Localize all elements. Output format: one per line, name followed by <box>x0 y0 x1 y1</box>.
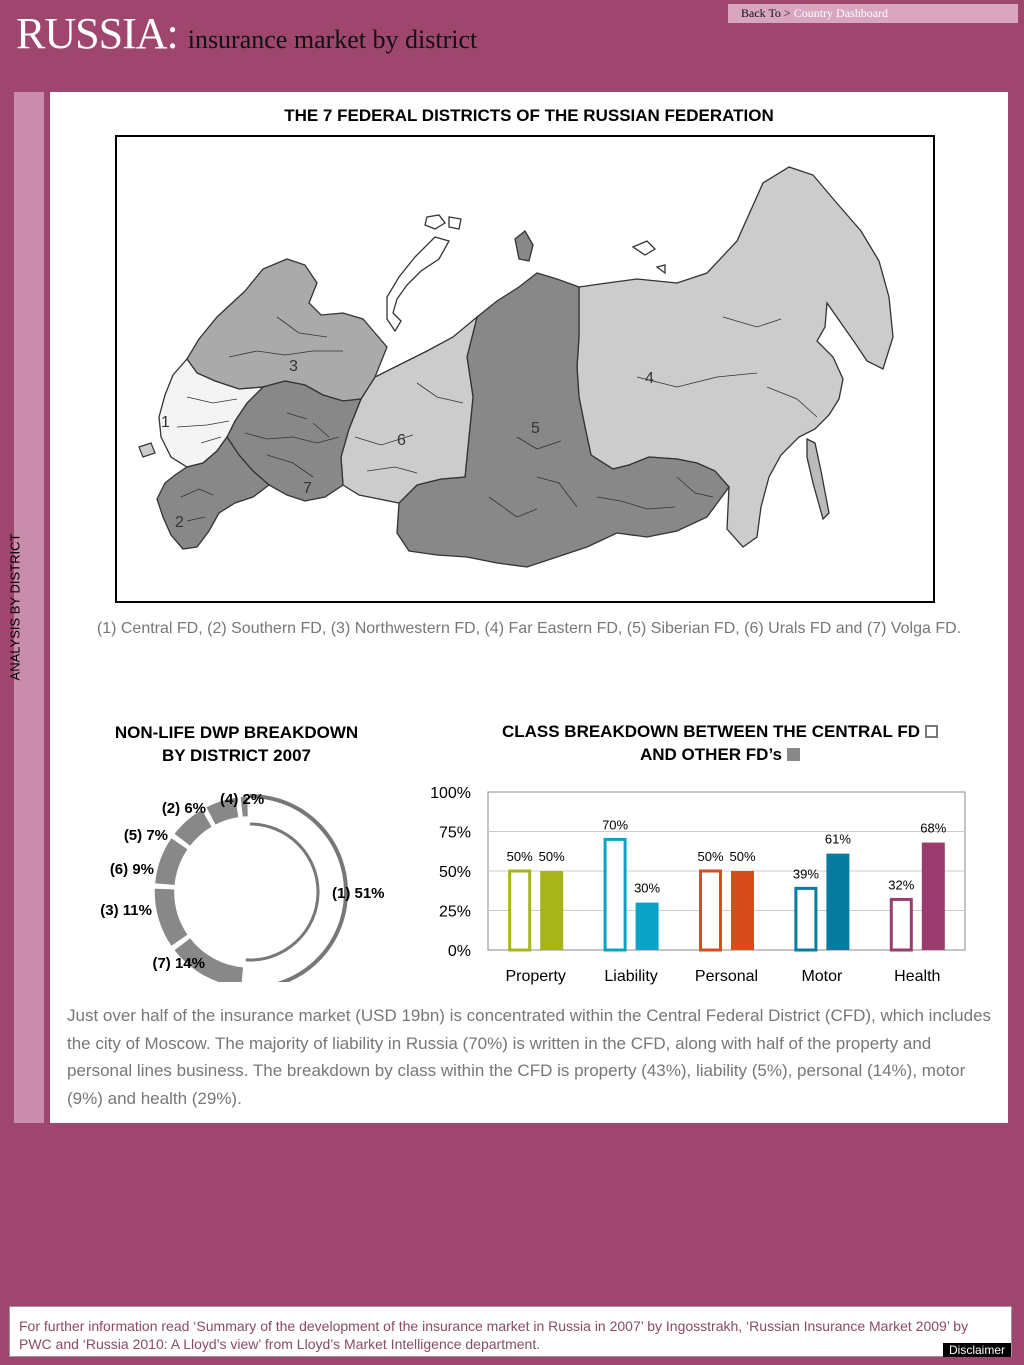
donut-slice-1 <box>244 796 346 982</box>
content-panel <box>50 92 1008 1123</box>
donut-chart-title <box>84 721 389 767</box>
bar-ytick-label: 25% <box>438 903 471 921</box>
map-title: THE 7 FEDERAL DISTRICTS OF THE RUSSIAN FEDERATION <box>284 106 774 125</box>
central-fd-legend-swatch <box>925 725 938 738</box>
map-label-3: 3 <box>289 358 298 375</box>
map-label-6: 6 <box>397 432 406 449</box>
bar-other-property <box>540 871 563 950</box>
map-island-severnaya-zemlya <box>515 231 533 261</box>
bar-central-label-health: 32% <box>888 877 915 893</box>
donut-label-3: (3) 11% <box>100 902 152 919</box>
bar-ytick-label: 50% <box>438 864 471 881</box>
bar-other-label-motor: 61% <box>824 831 851 847</box>
disclaimer-link[interactable]: Disclaimer <box>943 1343 1011 1357</box>
bar-category-label-health: Health <box>894 968 941 985</box>
page-title <box>16 8 477 59</box>
map-district-northwestern <box>187 259 387 401</box>
russia-map <box>115 135 935 603</box>
donut-label-2: (7) 14% <box>152 955 205 972</box>
sidebar-label: ANALYSIS BY DISTRICT <box>7 533 23 681</box>
map-island-novaya-zemlya <box>387 237 449 331</box>
back-to-dashboard-nav[interactable] <box>728 4 1018 23</box>
map-label-7: 7 <box>303 480 312 497</box>
bar-central-label-motor: 39% <box>792 866 819 882</box>
page-title-main: RUSSIA: <box>16 9 178 58</box>
bar-central-liability <box>605 839 625 950</box>
bar-central-label-personal: 50% <box>697 849 724 864</box>
map-label-1: 1 <box>161 414 170 431</box>
donut-label-5: (5) 7% <box>123 827 168 844</box>
bar-category-label-liability: Liability <box>604 968 658 985</box>
bar-other-liability <box>636 903 659 950</box>
donut-chart-title-line2: BY DISTRICT 2007 <box>162 746 311 765</box>
bar-chart-title <box>470 720 970 766</box>
bar-other-motor <box>826 854 849 950</box>
page-title-sub: insurance market by district <box>187 25 478 54</box>
bar-other-label-property: 50% <box>538 849 565 864</box>
footer-note <box>9 1306 1012 1357</box>
map-label-5: 5 <box>531 420 540 437</box>
map-label-4: 4 <box>645 370 654 387</box>
donut-slice-4 <box>154 837 188 886</box>
donut-label-6: (2) 6% <box>161 800 206 817</box>
bar-other-label-health: 68% <box>920 820 947 836</box>
donut-chart <box>90 782 390 982</box>
bar-chart-title-line2: AND OTHER FD’s <box>640 745 782 764</box>
bar-other-health <box>922 843 945 950</box>
bar-other-label-personal: 50% <box>729 849 756 864</box>
bar-central-property <box>510 871 530 950</box>
country-dashboard-link[interactable]: Country Dashboard <box>793 6 889 20</box>
bar-central-motor <box>796 888 816 950</box>
donut-label-7: (4) 2% <box>220 791 265 808</box>
analysis-text: Just over half of the insurance market (USD 19bn) is concentrated within the Central Federal District (CFD), which includes the city of Moscow. The majority of liability in Russia (70%) is written in the CFD, along with half of the property and personal lines business. The breakdown by class within the CFD is property (43%), liability (5%), personal (14%), motor (9%) and health (29%). <box>67 1006 992 1108</box>
bar-central-health <box>891 899 911 950</box>
bar-category-label-motor: Motor <box>801 968 843 985</box>
bar-chart-title-line1: CLASS BREAKDOWN BETWEEN THE CENTRAL FD <box>501 722 921 741</box>
other-fd-legend-swatch <box>787 748 800 761</box>
map-island-franz-josef <box>425 215 461 229</box>
bar-other-label-liability: 30% <box>634 880 661 896</box>
bar-ytick-label: 0% <box>447 943 471 960</box>
bar-central-personal <box>701 871 721 950</box>
bar-other-personal <box>731 871 754 950</box>
map-kaliningrad <box>139 443 155 457</box>
donut-chart-title-line1: NON-LIFE DWP BREAKDOWN <box>114 723 359 742</box>
donut-label-4: (6) 9% <box>109 861 154 878</box>
bar-central-label-liability: 70% <box>602 817 629 833</box>
map-island-sakhalin <box>807 439 829 519</box>
russia-map-graphic <box>117 137 933 601</box>
bar-ytick-label: 100% <box>430 785 471 802</box>
map-label-2: 2 <box>175 514 184 531</box>
map-caption: (1) Central FD, (2) Southern FD, (3) Northwestern FD, (4) Far Eastern FD, (5) Siberian FD, (6) Urals FD and (7) Volga FD. <box>96 620 962 637</box>
bar-chart <box>410 780 970 990</box>
bar-category-label-personal: Personal <box>694 968 759 985</box>
footer-text: For further information read ‘Summary of the development of the insurance market in Russia in 2007’ by Ingosstrakh, ‘Russian Insurance Market 2009’ by PWC and ‘Russia 2010: A Lloyd’s view’ from Lloyd’s Market Intelligence department. <box>19 1318 969 1352</box>
back-to-label: Back To > <box>741 6 791 20</box>
donut-slice-3 <box>154 888 188 947</box>
bar-ytick-label: 75% <box>438 824 471 842</box>
donut-label-1: (1) 51% <box>332 885 385 902</box>
map-island-new-siberian <box>633 241 665 273</box>
bar-central-label-property: 50% <box>506 849 533 864</box>
bar-category-label-property: Property <box>505 968 566 985</box>
